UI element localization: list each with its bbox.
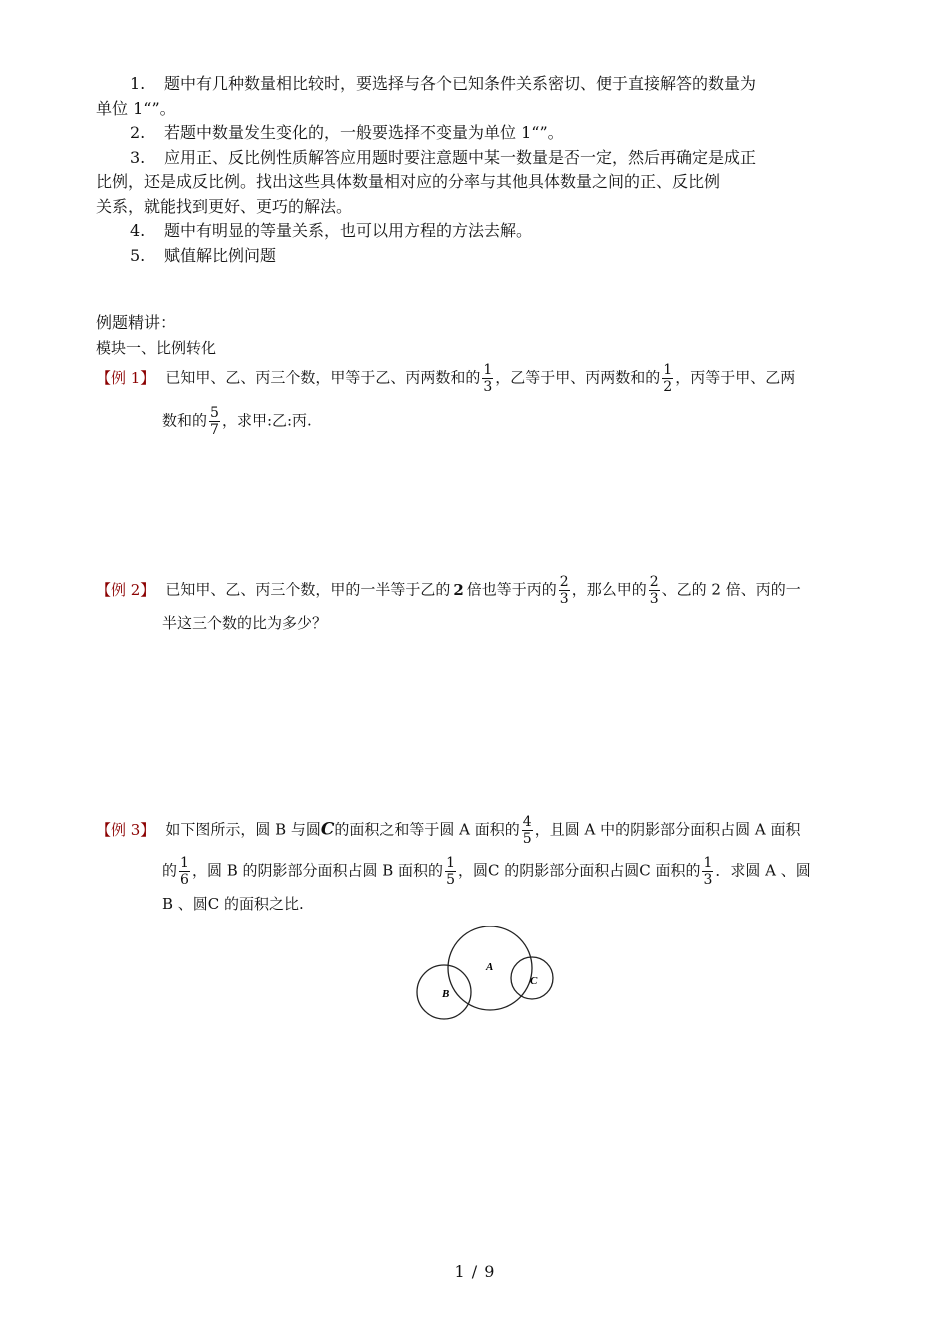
example-text: 半这三个数的比为多少？ — [162, 614, 328, 632]
number: 2 — [453, 580, 464, 599]
example-text: 的面积之和等于圆 A 面积的 — [334, 820, 520, 839]
example-tag: 【例 3】 — [96, 820, 156, 839]
tip-text: 单位 1“”。 — [96, 98, 176, 118]
example-text: 已知甲、乙、丙三个数，甲等于乙、丙两数和的 — [165, 368, 481, 387]
tip-1 — [96, 72, 886, 121]
tip-number: 2. — [130, 123, 146, 142]
example-text: 、乙的 2 倍、丙的一 — [661, 580, 801, 599]
label-b: B — [442, 988, 450, 1000]
tip-number: 1. — [130, 74, 146, 93]
fraction: $\frac{2}{3}$ — [649, 574, 659, 607]
example-text: ，且圆 A 中的阴影部分面积占圆 A 面积 — [534, 820, 801, 839]
example-text: 如下图所示，圆 B 与圆 — [165, 820, 321, 839]
tip-number: 4. — [130, 221, 146, 240]
example-text: ，那么甲的 — [571, 580, 647, 599]
tip-2 — [96, 121, 886, 146]
tip-text: 若题中数量发生变化的，一般要选择不变量为单位 1“”。 — [164, 123, 564, 142]
fraction: $\frac{1}{3}$ — [483, 362, 493, 395]
example-text: ，丙等于甲、乙两 — [675, 368, 796, 387]
example-text: ，圆C 的阴影部分面积占圆C 面积的 — [457, 861, 701, 880]
fraction: $\frac{5}{7}$ — [210, 405, 219, 438]
tips-list — [96, 72, 886, 268]
example-text: 倍也等于丙的 — [466, 580, 557, 599]
tip-text: 题中有几种数量相比较时，要选择与各个已知条件关系密切、便于直接解答的数量为 — [164, 74, 757, 93]
tip-number: 5. — [130, 245, 146, 265]
fraction: $\frac{1}{5}$ — [446, 855, 455, 888]
label-a: A — [486, 961, 494, 973]
example-text: ，乙等于甲、丙两数和的 — [495, 368, 661, 387]
example-text: 已知甲、乙、丙三个数，甲的一半等于乙的 — [165, 580, 451, 599]
fraction: $\frac{1}{2}$ — [663, 362, 673, 395]
italic-c: C — [320, 819, 335, 840]
example-3 — [96, 814, 886, 914]
tip-text: 赋值解比例问题 — [164, 245, 277, 265]
section-title: 例题精讲： — [96, 313, 177, 332]
example-text: 的 — [162, 861, 178, 880]
tip-text: 比例，还是成反比例。找出这些具体数量相对应的分率与其他具体数量之间的正、反比例 — [96, 172, 721, 191]
example-text: ，求甲:乙:丙. — [221, 411, 312, 430]
example-1 — [96, 362, 886, 438]
example-text: B 、圆C 的面积之比. — [162, 895, 304, 913]
example-text: ．求圆 A 、圆 — [715, 861, 811, 880]
label-c: C — [530, 975, 538, 987]
tip-3 — [96, 146, 886, 220]
tip-4 — [96, 219, 886, 244]
tip-number: 3. — [130, 147, 146, 167]
circles-diagram — [416, 926, 556, 1026]
module-title: 模块一、比例转化 — [96, 339, 217, 357]
tip-text: 应用正、反比例性质解答应用题时要注意题中某一数量是否一定，然后再确定是成正 — [164, 147, 757, 167]
tip-text: 题中有明显的等量关系，也可以用方程的方法去解。 — [164, 221, 533, 240]
example-tag: 【例 1】 — [96, 368, 156, 387]
tip-5 — [96, 244, 886, 269]
example-2 — [96, 574, 886, 633]
circles-figure — [416, 926, 556, 1026]
example-tag: 【例 2】 — [96, 580, 156, 599]
fraction: $\frac{1}{6}$ — [180, 855, 189, 888]
fraction: $\frac{2}{3}$ — [559, 574, 569, 607]
fraction: $\frac{1}{3}$ — [703, 855, 713, 888]
example-text: ，圆 B 的阴影部分面积占圆 B 面积的 — [191, 861, 444, 880]
page-number: 1 / 9 — [454, 1262, 496, 1281]
tip-text: 关系，就能找到更好、更巧的解法。 — [96, 196, 353, 216]
fraction: $\frac{4}{5}$ — [522, 814, 532, 847]
example-text: 数和的 — [162, 411, 208, 430]
